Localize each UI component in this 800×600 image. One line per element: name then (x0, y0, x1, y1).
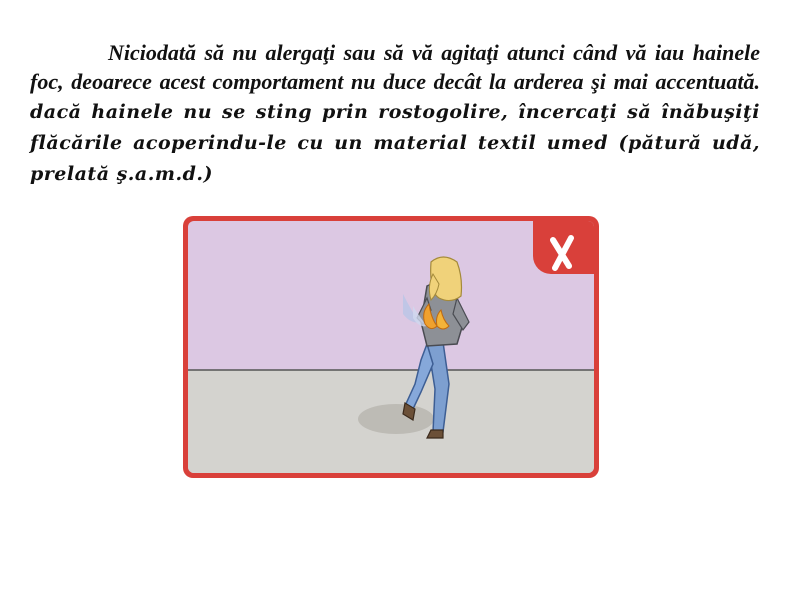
illustration-incorrect-behavior (181, 214, 601, 480)
instruction-paragraph (30, 38, 760, 189)
paragraph-lead-text: Niciodată să nu alergaţi sau să vă agitaţi atunci când vă iau hainele foc, deoarece acest comportament nu duce decât la arderea şi mai accentuată. (30, 40, 760, 94)
person-shadow (358, 404, 434, 434)
paragraph-tail-text: dacă hainele nu se sting prin rostogolire, încercaţi să înăbuşiţi flăcările acoperindu-le cu un material textil umed (pătură udă, prelată ş.a.m.d.) (30, 101, 760, 185)
